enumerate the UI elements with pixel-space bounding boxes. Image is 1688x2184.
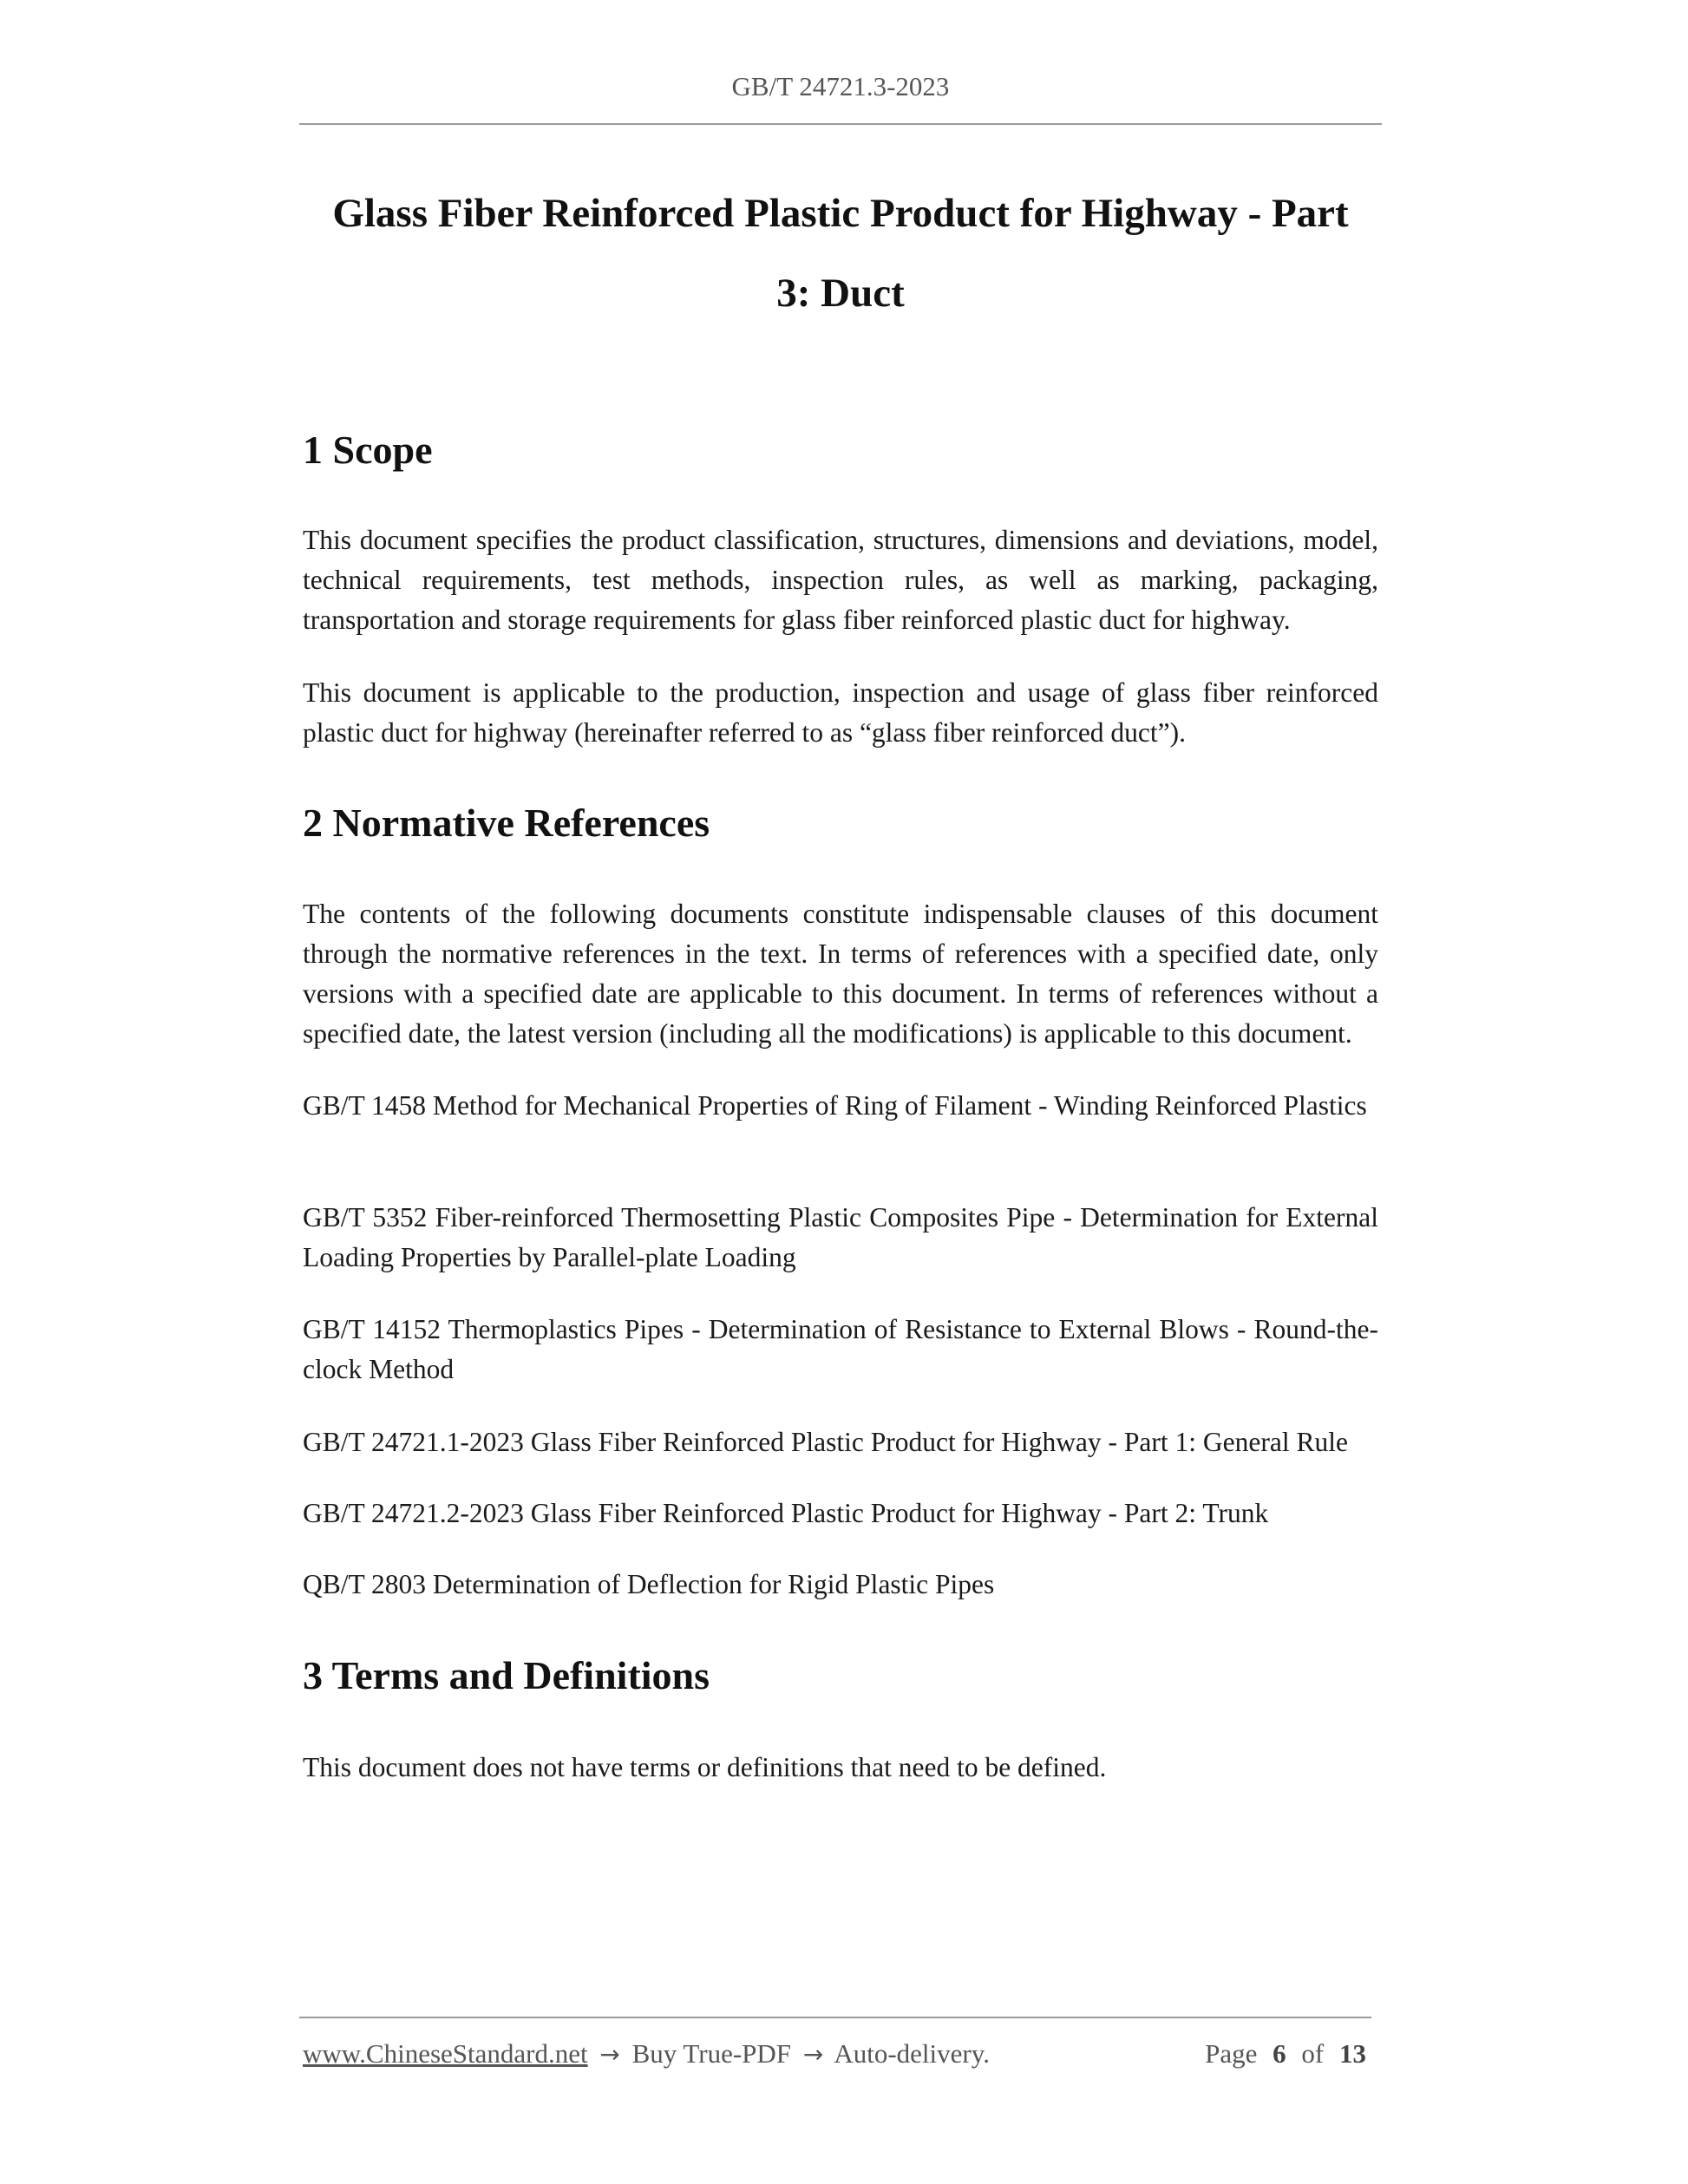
scope-paragraph-1: This document specifies the product classification, structures, dimensions and deviations, model, technical requirements, test methods, inspection rules, as well as marking, packaging, transportation and storage requirements for glass fiber reinforced plastic duct for highway. [303,525,1378,635]
footer-divider [299,2017,1371,2018]
page-total: 13 [1339,2038,1366,2069]
reference-gbt-24721-1: GB/T 24721.1-2023 Glass Fiber Reinforced Plastic Product for Highway - Part 1: General Rule [303,1427,1348,1457]
scope-paragraph-2: This document is applicable to the production, inspection and usage of glass fiber reinforced plastic duct for highway (hereinafter referred to as “glass fiber reinforced duct”). [303,677,1378,748]
section-heading-normative-references: 2 Normative References [303,801,710,845]
reference-gbt-14152: GB/T 14152 Thermoplastics Pipes - Determination of Resistance to External Blows - Round-the-clock Method [303,1314,1378,1384]
header-divider [299,123,1382,125]
page-indicator [1205,2035,1366,2073]
reference-gbt-1458: GB/T 1458 Method for Mechanical Properties of Ring of Filament - Winding Reinforced Plastics [303,1090,1367,1121]
reference-qbt-2803: QB/T 2803 Determination of Deflection for Rigid Plastic Pipes [303,1569,995,1599]
reference-gbt-5352: GB/T 5352 Fiber-reinforced Thermosetting Plastic Composites Pipe - Determination for External Loading Properties by Parallel-plate Loading [303,1202,1378,1272]
normative-references-intro: The contents of the following documents constitute indispensable clauses of this document through the normative references in the text. In terms of references with a specified date, only versions with a specified date are applicable to this document. In terms of references without a specified date, the latest version (including all the modifications) is applicable to this document. [303,899,1378,1049]
page-current: 6 [1273,2038,1286,2069]
auto-delivery-text: Auto-delivery. [834,2038,990,2069]
document-title [299,173,1382,333]
page-of-label: of [1301,2038,1325,2069]
document-title-line-2: 3: Duct [776,271,905,316]
page-header [299,68,1382,106]
right-arrow-icon: → [599,2040,620,2069]
document-title-line-1: Glass Fiber Reinforced Plastic Product for Highway - Part [332,191,1349,236]
page-label: Page [1205,2038,1258,2069]
section-heading-terms-and-definitions: 3 Terms and Definitions [303,1653,710,1697]
document-code: GB/T 24721.3-2023 [731,71,950,101]
terms-paragraph: This document does not have terms or definitions that need to be defined. [303,1752,1107,1782]
buy-true-pdf-text: Buy True-PDF [631,2038,792,2069]
site-link[interactable]: www.ChineseStandard.net [303,2038,588,2069]
section-heading-scope: 1 Scope [303,428,433,472]
right-arrow-icon: → [802,2040,824,2069]
footer-promo [303,2035,990,2074]
reference-gbt-24721-2: GB/T 24721.2-2023 Glass Fiber Reinforced Plastic Product for Highway - Part 2: Trunk [303,1498,1269,1528]
